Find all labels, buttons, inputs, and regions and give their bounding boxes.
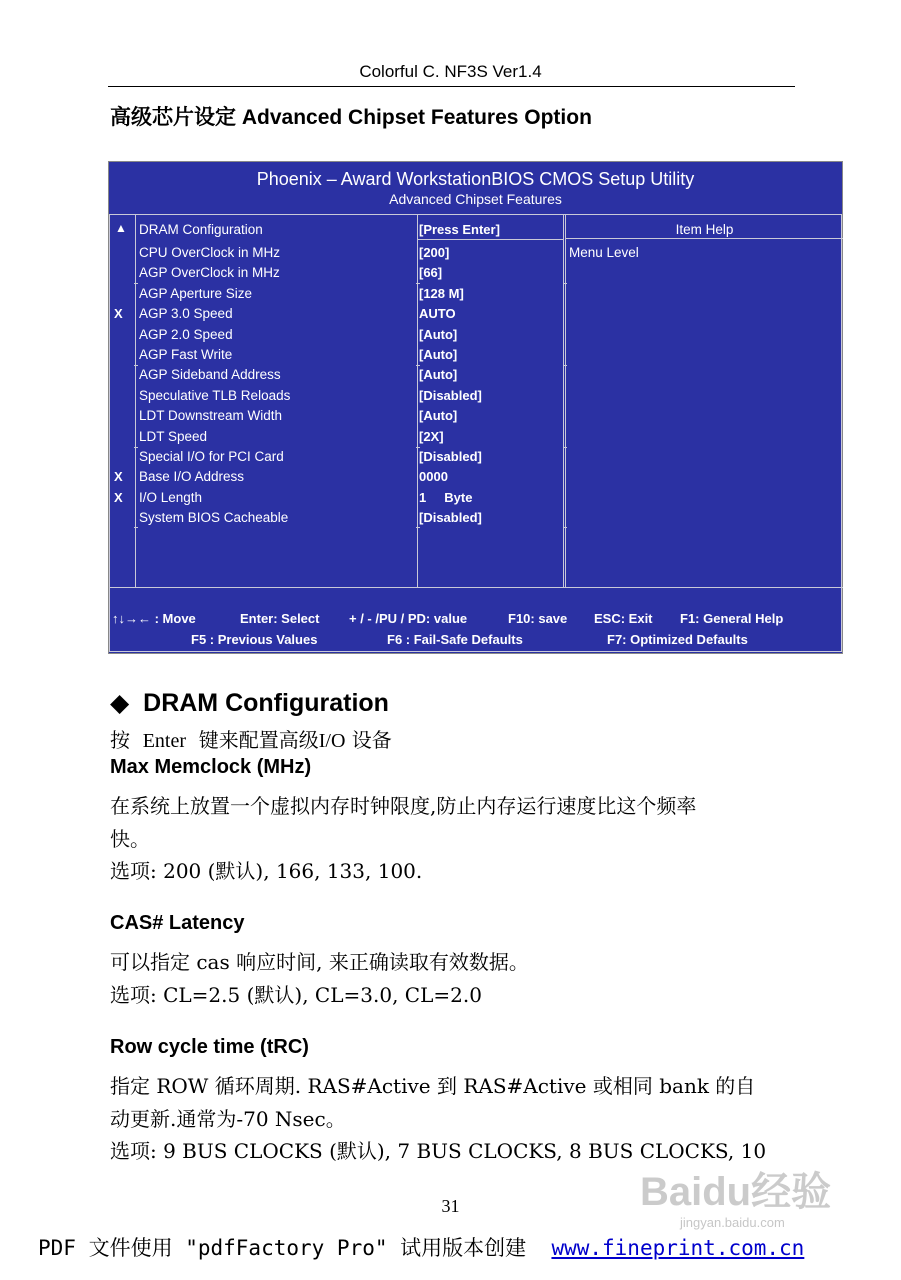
bios-item-label[interactable]: System BIOS Cacheable <box>139 510 289 525</box>
value-divider <box>418 239 563 240</box>
footer-enter: Enter: Select <box>240 611 320 626</box>
intro-io: I/O <box>318 730 346 752</box>
footer-value: + / - /PU / PD: value <box>349 611 468 626</box>
footer-f7: F7: Optimized Defaults <box>607 632 748 647</box>
bios-item-value[interactable]: [Disabled] <box>419 510 482 525</box>
bios-subtitle: Advanced Chipset Features <box>389 191 562 207</box>
intro-text: 按 <box>110 728 130 752</box>
bios-menu-frame <box>109 214 842 652</box>
bios-item-value[interactable]: [200] <box>419 245 450 260</box>
watermark-logo: Baidu经验 <box>640 1170 832 1214</box>
bios-item-value[interactable]: [Auto] <box>419 347 458 362</box>
bios-item-label[interactable]: AGP Sideband Address <box>139 367 281 382</box>
subsection-text: 在系统上放置一个虚拟内存时钟限度,防止内存运行速度比这个频率 <box>110 794 697 818</box>
bios-screen <box>108 161 843 654</box>
frame-tick <box>563 365 567 366</box>
divider <box>563 215 564 587</box>
bios-title: Phoenix – Award WorkstationBIOS CMOS Setup Utility <box>256 169 695 189</box>
pdf-notice <box>38 1232 804 1262</box>
bios-item-value[interactable]: AUTO <box>419 306 456 321</box>
frame-tick <box>134 365 138 366</box>
intro-enter: Enter <box>142 730 187 752</box>
bios-item-value[interactable]: [Auto] <box>419 408 458 423</box>
bios-item-value[interactable]: 0000 <box>419 469 448 484</box>
item-disabled-mark: X <box>114 306 123 321</box>
frame-tick <box>416 447 420 448</box>
frame-tick <box>563 283 567 284</box>
pdf-notice-text: PDF 文件使用 "pdfFactory Pro" 试用版本创建 <box>38 1236 527 1260</box>
title-en: Advanced Chipset Features Option <box>241 106 592 129</box>
subsection-options: 选项: CL=2.5 (默认), CL=3.0, CL=2.0 <box>110 983 482 1007</box>
bios-item-label[interactable]: AGP Aperture Size <box>139 286 253 301</box>
bios-item-value[interactable]: [Press Enter] <box>419 222 500 237</box>
divider <box>417 215 418 587</box>
section-heading <box>110 688 389 718</box>
intro-text: 键来配置高级 <box>198 728 319 752</box>
subsection-heading: Row cycle time (tRC) <box>110 1036 309 1058</box>
bios-item-value[interactable]: [2X] <box>419 429 444 444</box>
footer-exit: ESC: Exit <box>594 611 653 626</box>
section-heading-text: DRAM Configuration <box>143 689 389 717</box>
divider <box>565 215 566 587</box>
title-cn: 高级芯片设定 <box>110 105 236 129</box>
header-rule <box>108 86 795 87</box>
bios-item-label[interactable]: Base I/O Address <box>139 469 245 484</box>
frame-tick <box>563 527 567 528</box>
bios-item-label[interactable]: I/O Length <box>139 490 203 505</box>
scroll-up-icon[interactable]: ▲ <box>115 221 127 235</box>
footer-divider <box>110 587 843 588</box>
bios-item-label[interactable]: AGP Fast Write <box>139 347 233 362</box>
bios-item-value[interactable]: [128 M] <box>419 286 464 301</box>
bios-item-value[interactable]: [Auto] <box>419 367 458 382</box>
bios-item-label[interactable]: AGP 2.0 Speed <box>139 327 233 342</box>
footer-save: F10: save <box>508 611 568 626</box>
subsection-heading: CAS# Latency <box>110 912 245 934</box>
footer-f5: F5 : Previous Values <box>191 632 318 647</box>
bios-item-label[interactable]: CPU OverClock in MHz <box>139 245 281 260</box>
bios-item-label[interactable]: LDT Downstream Width <box>139 408 283 423</box>
bios-item-value[interactable]: [Disabled] <box>419 388 482 403</box>
page-title <box>110 101 592 131</box>
item-help-header: Item Help <box>675 222 734 237</box>
pdf-link[interactable]: www.fineprint.com.cn <box>551 1236 805 1260</box>
bios-item-label[interactable]: LDT Speed <box>139 429 208 444</box>
bios-item-value[interactable]: [66] <box>419 265 443 280</box>
section-intro <box>110 724 392 753</box>
subsection-options: 选项: 9 BUS CLOCKS (默认), 7 BUS CLOCKS, 8 BUS CLOCKS, 10 <box>110 1139 767 1163</box>
diamond-bullet-icon: ◆ <box>110 689 130 717</box>
subsection-text: 指定 ROW 循环周期. RAS#Active 到 RAS#Active 或相同 bank 的自 <box>110 1074 756 1098</box>
bios-item-value[interactable]: 1 Byte <box>419 490 473 505</box>
frame-tick <box>416 283 420 284</box>
frame-tick <box>416 527 420 528</box>
watermark-url: jingyan.baidu.com <box>680 1215 785 1230</box>
item-disabled-mark: X <box>114 490 123 505</box>
bios-item-label[interactable]: AGP OverClock in MHz <box>139 265 280 280</box>
frame-tick <box>134 447 138 448</box>
bios-item-label[interactable]: Special I/O for PCI Card <box>139 449 284 464</box>
frame-tick <box>416 365 420 366</box>
bios-item-value[interactable]: [Disabled] <box>419 449 482 464</box>
subsection-text: 快。 <box>110 827 150 851</box>
subsection-options: 选项: 200 (默认), 166, 133, 100. <box>110 859 423 883</box>
frame-tick <box>563 447 567 448</box>
footer-help: F1: General Help <box>680 611 784 626</box>
document-header: Colorful C. NF3S Ver1.4 <box>359 62 542 81</box>
footer-f6: F6 : Fail-Safe Defaults <box>387 632 523 647</box>
bios-item-label[interactable]: DRAM Configuration <box>139 222 263 237</box>
page-number: 31 <box>441 1196 460 1216</box>
menu-level-text: Menu Level <box>569 245 639 260</box>
divider <box>135 215 136 587</box>
item-disabled-mark: X <box>114 469 123 484</box>
frame-tick <box>134 527 138 528</box>
footer-move: ↑↓→← : Move <box>112 611 196 626</box>
bios-item-value[interactable]: [Auto] <box>419 327 458 342</box>
intro-text: 设备 <box>351 728 392 752</box>
help-divider <box>566 238 843 239</box>
bios-item-label[interactable]: AGP 3.0 Speed <box>139 306 233 321</box>
subsection-heading: Max Memclock (MHz) <box>110 756 312 778</box>
bios-item-label[interactable]: Speculative TLB Reloads <box>139 388 291 403</box>
frame-tick <box>134 283 138 284</box>
subsection-text: 可以指定 cas 响应时间, 来正确读取有效数据。 <box>110 950 529 974</box>
subsection-text: 动更新.通常为-70 Nsec。 <box>110 1107 346 1131</box>
